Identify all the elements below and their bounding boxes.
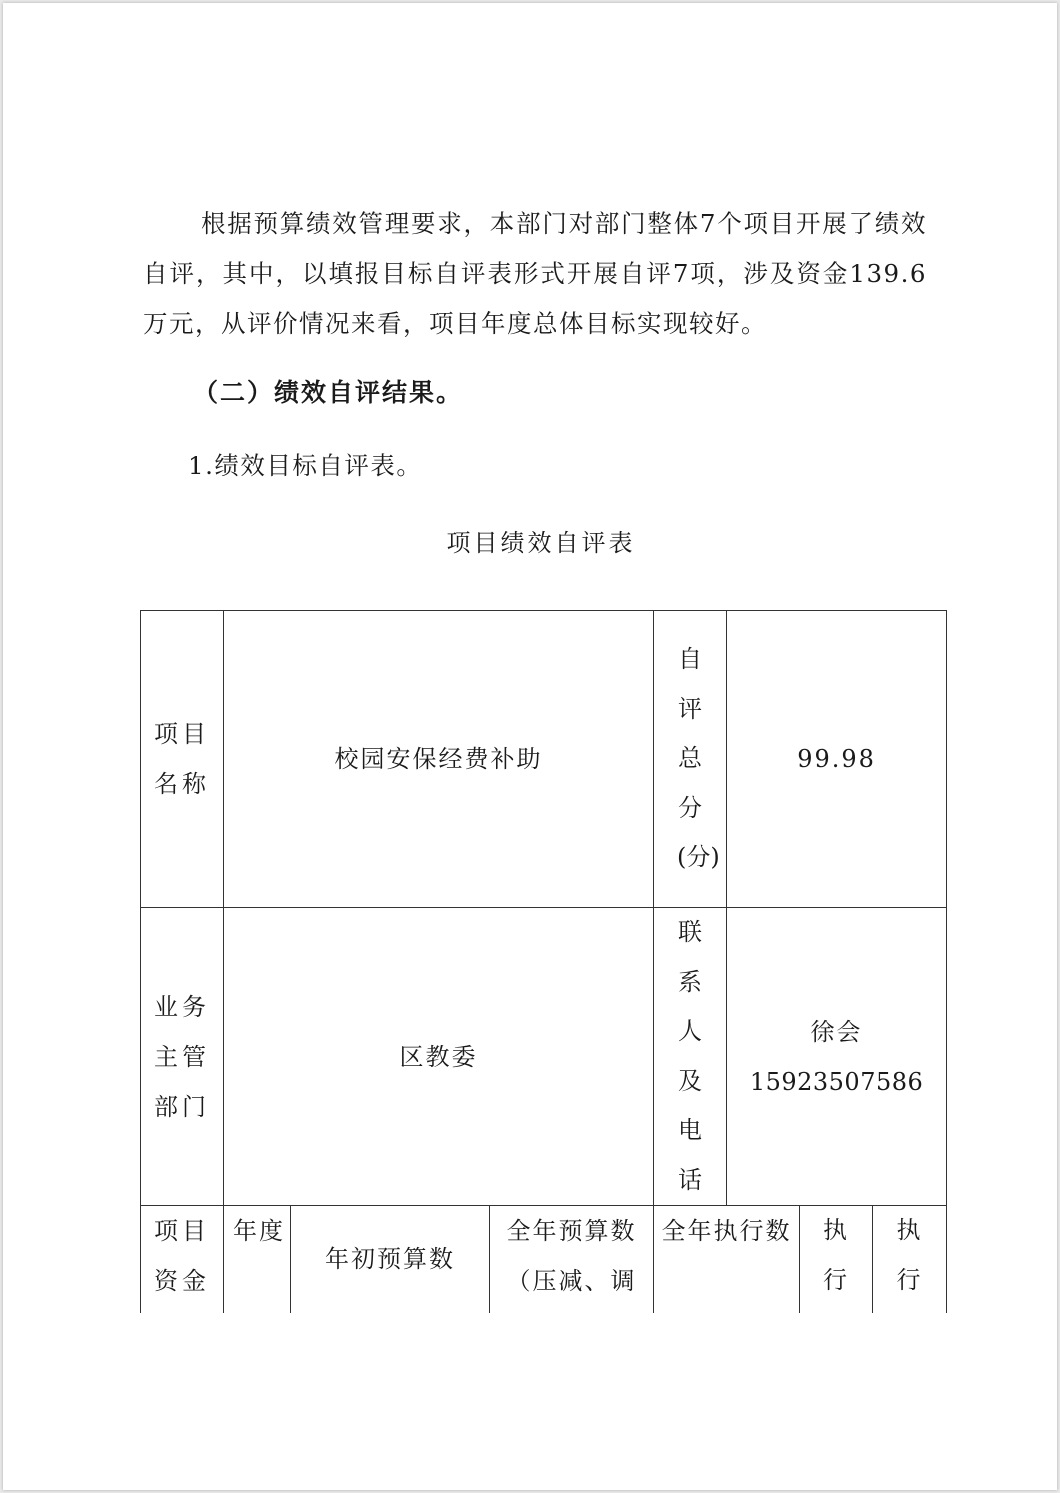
execution-header-2: 执行 — [873, 1206, 947, 1313]
project-funds-label: 项目资金 — [141, 1206, 224, 1313]
score-label: 自评总分(分) — [654, 611, 727, 908]
score-value: 99.98 — [727, 611, 947, 908]
contact-phone: 15923507586 — [749, 1067, 924, 1096]
table-row — [141, 1206, 947, 1313]
year-header: 年度 — [224, 1206, 291, 1313]
contact-value — [727, 908, 947, 1206]
annual-budget-header: 全年预算数（压减、调 — [490, 1206, 654, 1313]
contact-label: 联系人及电话 — [654, 908, 727, 1206]
execution-header-1: 执行 — [800, 1206, 873, 1313]
subsection-heading: 1.绩效目标自评表。 — [188, 451, 423, 480]
contact-name: 徐会 — [810, 1017, 863, 1046]
document-page — [3, 3, 1057, 1490]
table-row — [141, 908, 947, 1206]
table-title: 项目绩效自评表 — [446, 529, 636, 557]
department-value: 区教委 — [224, 908, 654, 1206]
body-paragraph: 根据预算绩效管理要求，本部门对部门整体7个项目开展了绩效自评，其中，以填报目标自评表形式开展自评7项，涉及资金139.6万元，从评价情况来看，项目年度总体目标实现较好。 — [143, 209, 927, 338]
initial-budget-header: 年初预算数 — [291, 1206, 490, 1313]
annual-execution-header: 全年执行数 — [654, 1206, 800, 1313]
project-name-value: 校园安保经费补助 — [224, 611, 654, 908]
performance-evaluation-table — [140, 610, 947, 1313]
department-label: 业务主管部门 — [141, 908, 224, 1206]
project-name-label: 项目名称 — [141, 611, 224, 908]
section-heading: （二）绩效自评结果。 — [193, 378, 464, 407]
table-row — [141, 611, 947, 908]
